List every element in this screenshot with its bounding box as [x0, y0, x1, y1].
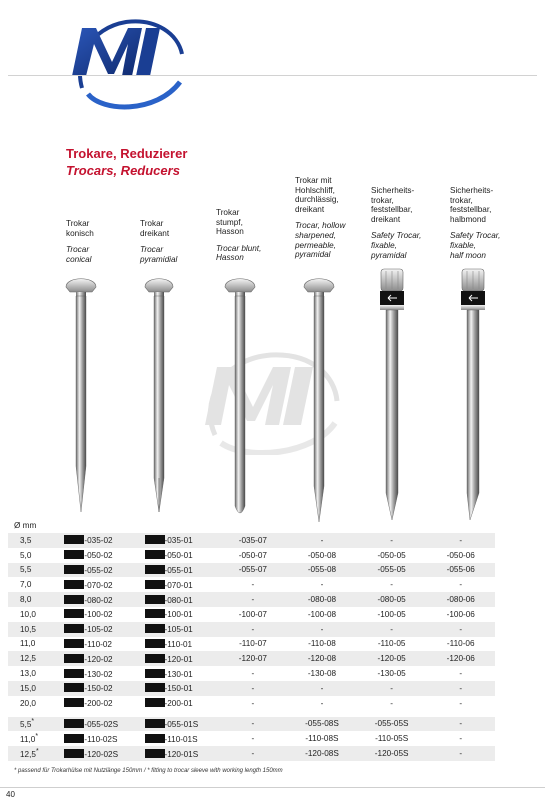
order-number-cell: -055-07: [219, 563, 287, 578]
order-number-cell: -: [287, 622, 357, 637]
redacted-prefix: [145, 683, 165, 692]
order-number-cell: -120-05S: [357, 746, 427, 761]
order-number-cell: -055-08S: [287, 717, 357, 732]
order-number-cell: -100-05: [377, 609, 406, 619]
redacted-prefix: [145, 669, 165, 678]
order-number-cell: -: [251, 734, 255, 744]
order-number-cell: -105-01: [139, 622, 219, 637]
redacted-prefix: [64, 698, 84, 707]
size-cell: 13,0: [20, 669, 36, 679]
redacted-prefix: [64, 535, 84, 544]
order-number-cell: -200-02: [58, 696, 138, 711]
order-number-cell: -: [320, 580, 324, 590]
order-number-cell: -: [357, 681, 427, 696]
redacted-prefix: [145, 749, 165, 758]
order-number-cell: -055-08: [287, 563, 357, 578]
trocar-hollow: [304, 279, 334, 522]
redacted-prefix: [64, 683, 84, 692]
order-number-cell: -110-02S: [58, 731, 138, 746]
table-row: [8, 607, 495, 622]
redacted-prefix: [64, 565, 84, 574]
redacted-prefix: [145, 639, 165, 648]
order-number-cell: -120-02: [58, 651, 138, 666]
order-number-cell: -: [426, 746, 495, 761]
order-number-cell: -055-01S: [139, 717, 219, 732]
size-cell: 15,0: [8, 681, 58, 696]
product-heading-en: Safety Trocar, fixable, half moon: [450, 231, 501, 260]
order-number-cell: -: [426, 681, 495, 696]
order-number-cell: -: [219, 717, 287, 732]
order-number-cell: -: [459, 669, 463, 679]
table-row: [8, 577, 495, 592]
redacted-prefix: [64, 734, 84, 743]
redacted-prefix: [64, 609, 84, 618]
product-heading-en: Safety Trocar, fixable, pyramidal: [371, 231, 422, 260]
redacted-prefix: [145, 565, 165, 574]
order-number-cell: -070-02: [58, 577, 138, 592]
trocar-blunt: [225, 279, 255, 513]
redacted-prefix: [145, 654, 165, 663]
order-number-cell: -110-07: [239, 639, 267, 649]
size-cell: 7,0: [20, 580, 32, 590]
table-row: [8, 622, 495, 637]
redacted-prefix: [145, 698, 165, 707]
order-number-cell: -: [459, 734, 463, 744]
footnote-marker: *: [31, 718, 35, 726]
order-number-cell: -070-01: [139, 577, 219, 592]
product-heading-de: Trokar stumpf, Hasson: [216, 208, 244, 237]
redacted-prefix: [145, 734, 165, 743]
redacted-prefix: [64, 639, 84, 648]
product-heading-de: Sicherheits- trokar, feststellbar, dreikant: [371, 186, 415, 224]
order-number-cell: -110-08S: [305, 734, 339, 744]
redacted-prefix: [64, 719, 84, 728]
diameter-label: Ø mm: [14, 521, 37, 530]
order-number-cell: -055-01: [139, 563, 219, 578]
redacted-prefix: [64, 550, 84, 559]
order-number-cell: -110-05S: [375, 734, 409, 744]
size-cell: 5,5*: [8, 717, 58, 732]
order-number-cell: -: [219, 681, 287, 696]
order-number-cell: -110-08: [308, 639, 336, 649]
table-row: [8, 696, 495, 711]
order-number-cell: -: [219, 622, 287, 637]
order-number-cell: -120-07: [219, 651, 287, 666]
product-heading-de: Trokar konisch: [66, 219, 94, 238]
order-number-cell: -055-05S: [357, 717, 427, 732]
order-number-cell: -150-01: [139, 681, 219, 696]
table-row: [8, 637, 495, 652]
size-cell: 20,0: [20, 698, 36, 708]
size-cell: 8,0: [8, 592, 58, 607]
order-number-cell: -150-02: [58, 681, 138, 696]
order-number-cell: -100-01: [139, 607, 219, 622]
order-number-cell: -: [251, 698, 255, 708]
order-number-cell: -: [251, 580, 255, 590]
redacted-prefix: [145, 624, 165, 633]
redacted-prefix: [145, 535, 165, 544]
order-number-cell: -: [287, 533, 357, 548]
order-number-cell: -120-08S: [287, 746, 357, 761]
footnote: * passend für Trokarhülse mit Nutzlänge 150mm / * fitting to trocar sleeve with working length 150mm: [14, 768, 283, 774]
order-number-cell: -130-01: [139, 666, 219, 681]
order-number-cell: -: [426, 533, 495, 548]
order-number-cell: -080-05: [357, 592, 427, 607]
order-number-cell: -: [357, 622, 427, 637]
order-number-cell: -100-08: [307, 609, 337, 619]
order-number-cell: -200-01: [139, 696, 219, 711]
order-number-cell: -035-01: [139, 533, 219, 548]
footer-rule: [0, 787, 545, 788]
order-number-cell: -050-02: [58, 548, 138, 563]
order-number-cell: -055-02: [58, 563, 138, 578]
order-number-cell: -120-08: [287, 651, 357, 666]
trocar-safety-pyramidal: [380, 269, 404, 520]
order-number-cell: -: [390, 698, 393, 708]
redacted-prefix: [145, 719, 165, 728]
product-heading-de: Trokar mit Hohlschliff, durchlässig, dreikant: [295, 176, 339, 214]
size-cell: 12,5: [8, 651, 58, 666]
table-row: [8, 533, 495, 548]
table-row: [8, 651, 495, 666]
size-cell: 10,0: [20, 609, 36, 619]
order-number-cell: -110-02: [58, 637, 138, 652]
order-number-cell: -: [287, 681, 357, 696]
redacted-prefix: [64, 595, 84, 604]
order-number-cell: -050-08: [307, 550, 337, 560]
trocar-pyramidal: [145, 279, 173, 512]
order-number-cell: -100-06: [446, 609, 475, 619]
table-row: [8, 592, 495, 607]
size-cell: 5,5: [8, 563, 58, 578]
product-heading-en: Trocar conical: [66, 245, 92, 264]
redacted-prefix: [64, 624, 84, 633]
page-number: 40: [6, 790, 15, 799]
order-number-cell: -: [426, 717, 495, 732]
order-number-cell: -055-06: [426, 563, 495, 578]
order-number-cell: -120-01: [139, 651, 219, 666]
product-heading-de: Sicherheits- trokar, feststellbar, halbmond: [450, 186, 494, 224]
product-heading-en: Trocar, hollow sharpened, permeable, pyramidal: [295, 221, 346, 260]
size-cell: 10,5: [8, 622, 58, 637]
table-row: [8, 746, 495, 761]
order-number-cell: -035-02: [58, 533, 138, 548]
order-number-cell: -: [357, 533, 427, 548]
redacted-prefix: [64, 669, 84, 678]
order-number-cell: -120-01S: [139, 746, 219, 761]
order-number-cell: -050-07: [238, 550, 267, 560]
order-number-cell: -050-06: [446, 550, 475, 560]
order-number-cell: -: [459, 580, 463, 590]
size-cell: 11,0*: [20, 733, 39, 745]
redacted-prefix: [64, 749, 84, 758]
product-heading-en: Trocar pyramidial: [140, 245, 178, 264]
page-title-de: Trokare, Reduzierer: [66, 146, 188, 161]
order-number-cell: -130-02: [58, 666, 138, 681]
order-number-cell: -130-05: [377, 669, 406, 679]
order-number-cell: -: [459, 698, 463, 708]
product-heading-de: Trokar dreikant: [140, 219, 170, 238]
size-cell: 3,5: [8, 533, 58, 548]
redacted-prefix: [145, 580, 165, 589]
table-row: [8, 563, 495, 578]
table-row: [8, 731, 495, 746]
order-number-cell: -080-02: [58, 592, 138, 607]
order-number-cell: -120-05: [357, 651, 427, 666]
order-number-cell: -080-08: [287, 592, 357, 607]
size-cell: 12,5*: [8, 746, 58, 761]
order-number-cell: -050-05: [377, 550, 406, 560]
table-row: [8, 717, 495, 732]
order-number-cell: -120-06: [426, 651, 495, 666]
redacted-prefix: [145, 609, 165, 618]
order-number-cell: -055-02S: [58, 717, 138, 732]
order-number-cell: -110-01: [139, 637, 219, 652]
product-heading-en: Trocar blunt, Hasson: [216, 243, 262, 263]
footnote-marker: *: [35, 748, 39, 756]
redacted-prefix: [145, 550, 165, 559]
order-number-cell: -: [390, 580, 393, 590]
order-number-cell: -100-07: [238, 609, 267, 619]
order-number-cell: -035-07: [219, 533, 287, 548]
trocar-conical: [66, 279, 96, 512]
size-cell: 5,0: [20, 550, 32, 560]
order-number-cell: -055-05: [357, 563, 427, 578]
order-number-table: [8, 533, 495, 761]
order-number-cell: -110-05: [377, 639, 406, 649]
table-row: [8, 666, 495, 681]
order-number-cell: -100-02: [58, 607, 138, 622]
table-row: [8, 548, 495, 563]
trocar-safety-half-moon: [461, 269, 485, 520]
redacted-prefix: [64, 654, 84, 663]
order-number-cell: -110-01S: [139, 731, 219, 746]
table-row: [8, 681, 495, 696]
order-number-cell: -: [320, 698, 324, 708]
footnote-marker: *: [35, 733, 39, 741]
order-number-cell: -080-01: [139, 592, 219, 607]
page-title-en: Trocars, Reducers: [66, 163, 180, 178]
order-number-cell: -050-01: [139, 548, 219, 563]
order-number-cell: -105-02: [58, 622, 138, 637]
order-number-cell: -: [219, 746, 287, 761]
redacted-prefix: [64, 580, 84, 589]
size-cell: 11,0: [20, 639, 36, 649]
order-number-cell: -110-06: [446, 639, 475, 649]
order-number-cell: -120-02S: [58, 746, 138, 761]
order-number-cell: -: [219, 592, 287, 607]
order-number-cell: -: [426, 622, 495, 637]
order-number-cell: -130-08: [307, 669, 337, 679]
order-number-cell: -080-06: [426, 592, 495, 607]
redacted-prefix: [145, 595, 165, 604]
order-number-cell: -: [251, 669, 255, 679]
